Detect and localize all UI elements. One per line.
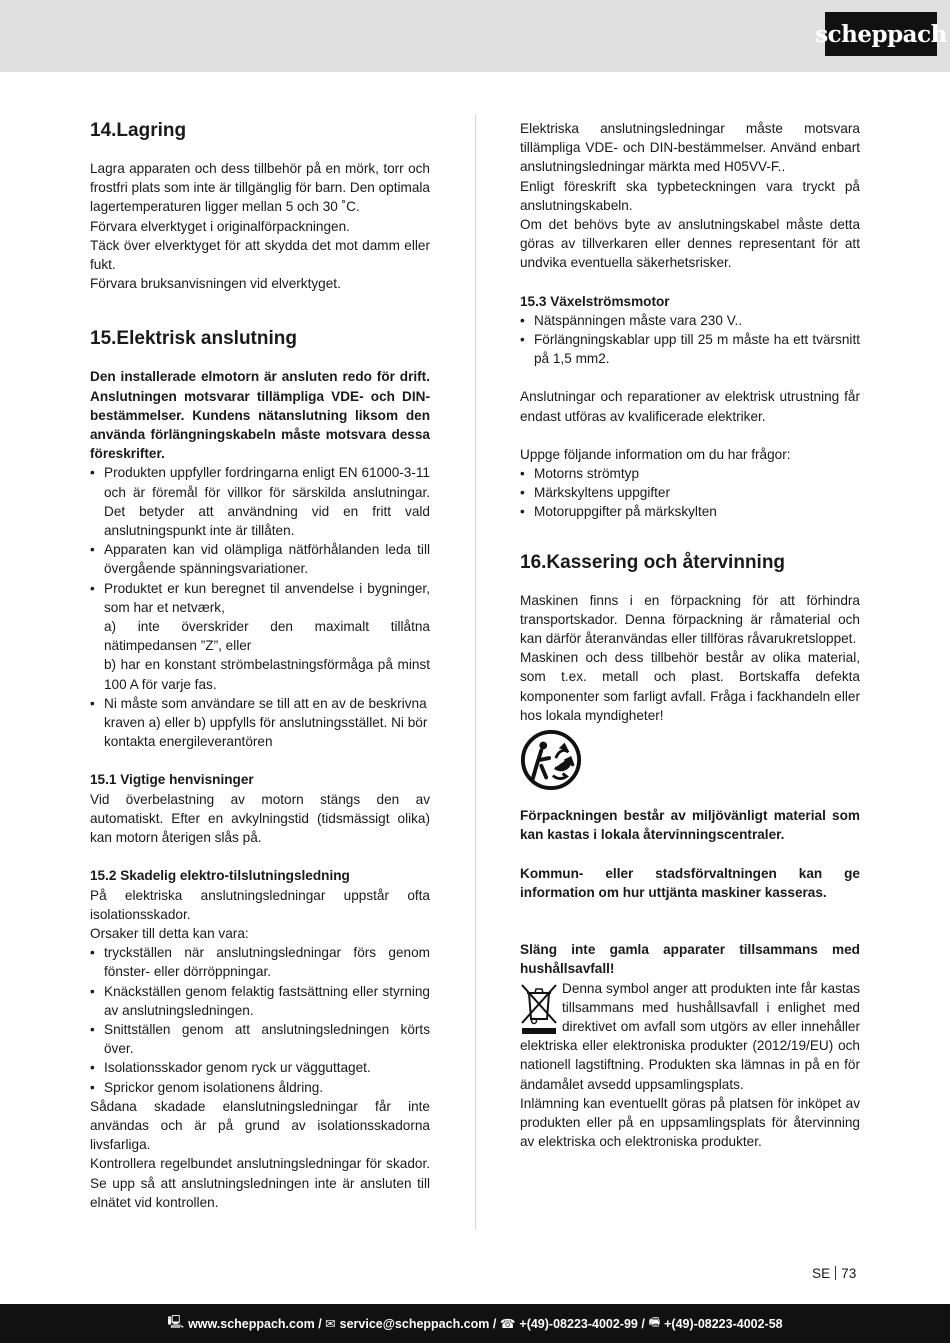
- section-14-number: 14.: [90, 120, 117, 141]
- recycle-tidyman-icon: [520, 729, 582, 791]
- list-item-text: • Produktet er kun beregnet til anvendelse i bygninger, som har et netværk,: [104, 580, 430, 615]
- municipality-bold-note: Kommun- eller stadsförvaltningen kan ge information om hur uttjänta maskiner kasseras.: [520, 865, 860, 900]
- footer-website[interactable]: www.scheppach.com: [188, 1316, 315, 1331]
- footer-email[interactable]: service@scheppach.com: [339, 1316, 490, 1331]
- list-subitem-a: a) inte överskrider den maximalt tillåtna nätimpedansen ”Z”, eller: [104, 619, 430, 654]
- paragraph: Kontrollera regelbundet anslutningsledningar för skador. Se upp så att anslutningsledningen inte är ansluten till elnätet vid kontrollen.: [90, 1156, 430, 1210]
- paragraph: Maskinen och dess tillbehör består av olika material, som t.ex. metall och plast. Bortskaffa defekta komponenter som farligt avfall. Fråga i fackhandeln eller hos lokala myndigheter!: [520, 650, 860, 723]
- section-14-title: Lagring: [116, 120, 187, 141]
- paragraph: Förvara bruksanvisningen vid elverktyget.: [90, 276, 341, 292]
- paragraph: Uppge följande information om du har frågor:: [520, 446, 791, 462]
- paragraph: Förvara elverktyget i originalförpackningen.: [90, 218, 350, 234]
- paragraph: Elektriska anslutningsledningar måste motsvara tillämpliga VDE- och DIN-bestämmelser. Använd enbart anslutningsledningar märkta med H05VV-F..: [520, 121, 860, 175]
- footer-separator: /: [489, 1316, 500, 1331]
- footer-fax: +(49)-08223-4002-58: [664, 1316, 783, 1331]
- list-item: • Ni måste som användare se till att en av de beskrivna kraven a) eller b) uppfylls för anslutningsstället. Ni bör kontakta energileverantören: [90, 694, 430, 752]
- computer-icon: 🖳︎: [167, 1315, 185, 1329]
- list-item: • Sprickor genom isolationens åldring.: [90, 1078, 430, 1097]
- section-16-title: Kassering och återvinning: [546, 551, 786, 573]
- list-item: • Motorns strömtyp: [520, 464, 860, 483]
- language-code: SE: [812, 1266, 831, 1281]
- paragraph: Lagra apparaten och dess tillbehör på en mörk, torr och frostfri plats som inte är tillgänglig för barn. Den optimala lagertemperaturen ligger mellan 5 och 30 ˚C.: [90, 161, 430, 215]
- phone-icon: ☎︎: [499, 1317, 516, 1331]
- paragraph: Inlämning kan eventuellt göras på platsen för inköpet av produkten eller på en uppsamlingsplats för återvinning av elektriska och elektroniska produkter.: [520, 1095, 860, 1150]
- list-subitem-b: b) har en konstant strömbelastningsförmåga på minst 100 A för varje fas.: [104, 657, 430, 692]
- list-item: • Förlängningskablar upp till 25 m måste ha ett tvärsnitt på 1,5 mm2.: [520, 330, 860, 368]
- list-item: [90, 579, 430, 694]
- list-item: • Märkskyltens uppgifter: [520, 483, 860, 502]
- left-column: [90, 119, 430, 1212]
- section-15-number: 15.: [90, 328, 117, 350]
- subsection-15-1-title: 15.1 Vigtige henvisninger: [90, 772, 254, 788]
- list-item: • tryckställen när anslutningsledningar förs genom fönster- eller dörröppningar.: [90, 943, 430, 981]
- requirements-list: [90, 463, 430, 751]
- damage-causes-list: [90, 943, 430, 1097]
- email-icon: ✉︎: [325, 1317, 336, 1331]
- paragraph: Maskinen finns i en förpackning för att förhindra transportskador. Denna förpackning är råmaterial och kan därför återanvändas eller tillföras råvarukretsloppet.: [520, 592, 860, 647]
- paragraph: På elektriska anslutningsledningar uppstår ofta isolationsskador.: [90, 887, 430, 922]
- section-16-number: 16.: [520, 551, 547, 573]
- footer-separator: /: [637, 1316, 649, 1331]
- paragraph: Orsaker till detta kan vara:: [90, 925, 249, 941]
- list-item: • Snittställen genom att anslutningsledningen körts över.: [90, 1020, 430, 1058]
- paragraph: Vid överbelastning av motorn stängs den av automatiskt. Efter en avkylningstid (tidsmässigt olika) kan motorn återigen slås på.: [90, 791, 430, 846]
- paragraph: Anslutningar och reparationer av elektrisk utrustning får endast utföras av kvalificerade elektriker.: [520, 389, 860, 424]
- info-list: [520, 464, 860, 522]
- weee-block: [520, 979, 860, 1094]
- page-number-separator: [835, 1266, 836, 1280]
- section-16-heading: [520, 551, 860, 575]
- list-item: • Produkten uppfyller fordringarna enligt EN 61000-3-11 och är föremål för villkor för särskilda anslutningar. Det betyder att användning vid en fritt vald anslutningspunkt inte är tillåten.: [90, 463, 430, 540]
- section-15-title: Elektrisk anslutning: [116, 328, 297, 350]
- section-14-heading: [90, 119, 430, 143]
- page-number-value: 73: [841, 1266, 857, 1281]
- paragraph: Sådana skadade elanslutningsledningar får inte användas och är på grund av isolationsskadorna livsfarliga.: [90, 1098, 430, 1153]
- list-item: • Knäckställen genom felaktig fastsättning eller styrning av anslutningsledningen.: [90, 982, 430, 1020]
- packaging-bold-note: Förpackningen består av miljövänligt material som kan kastas i lokala återvinningscentraler.: [520, 808, 860, 843]
- subsection-15-2-title: 15.2 Skadelig elektro-tilslutningsledning: [90, 868, 350, 884]
- page-number: [812, 1266, 856, 1281]
- subsection-15-3-title: 15.3 Växelströmsmotor: [520, 293, 670, 309]
- header-bar: [0, 0, 950, 72]
- column-divider: [475, 114, 476, 1230]
- right-column: [520, 119, 860, 1151]
- paragraph: Täck över elverktyget för att skydda det mot damm eller fukt.: [90, 237, 430, 273]
- footer-bar: [0, 1304, 950, 1343]
- section-15-heading: [90, 327, 430, 351]
- list-item: • Motoruppgifter på märkskylten: [520, 502, 860, 521]
- list-item: • Isolationsskador genom ryck ur vägguttaget.: [90, 1058, 430, 1077]
- weee-bold-warning: Släng inte gamla apparater tillsammans med hushållsavfall!: [520, 942, 860, 977]
- footer-separator: /: [314, 1316, 326, 1331]
- weee-crossed-bin-icon: [520, 981, 558, 1035]
- footer-phone[interactable]: +(49)-08223-4002-99: [519, 1316, 638, 1331]
- weee-paragraph: Denna symbol anger att produkten inte får kastas tillsammans med hushållsavfall i enlighet med direktivet om avfall som utgörs av eller innehåller elektriska eller elektroniska produkter (2012/19/EU) och nationell lagstiftning. Produkten ska lämnas in på en för ändamålet avsedd uppsamlingsplats.: [520, 980, 860, 1092]
- motor-list: [520, 311, 860, 369]
- brand-logo: scheppach: [825, 12, 937, 56]
- list-item: • Apparaten kan vid olämpliga nätförhålanden leda till övergående spänningsvariationer.: [90, 540, 430, 578]
- paragraph: Om det behövs byte av anslutningskabel måste detta göras av tillverkaren eller dennes representant för att undvika eventuella säkerhetsrisker.: [520, 217, 860, 271]
- paragraph: Enligt föreskrift ska typbeteckningen vara tryckt på anslutningskabeln.: [520, 178, 860, 213]
- list-item: • Nätspänningen måste vara 230 V..: [520, 311, 860, 330]
- intro-bold-paragraph: Den installerade elmotorn är ansluten redo för drift. Anslutningen motsvarar tillämpliga VDE- och DIN-bestämmelser. Kundens nätanslutning liksom den använda förlängningskabeln måste motsvara dessa föreskrifter.: [90, 369, 430, 462]
- fax-icon: 🖷︎: [648, 1315, 661, 1329]
